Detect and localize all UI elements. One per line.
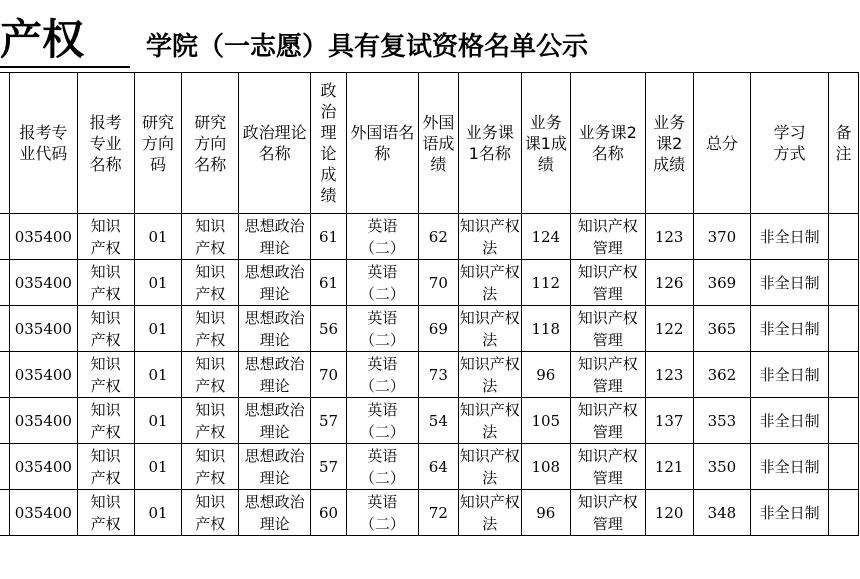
direction-name-cell: 知识产权 <box>182 490 239 536</box>
course1-score-cell: 105 <box>521 398 570 444</box>
course2-score-cell: 123 <box>645 214 693 260</box>
study-mode-cell: 非全日制 <box>751 306 829 352</box>
study-mode-cell: 非全日制 <box>751 260 829 306</box>
direction-code-cell: 01 <box>134 214 182 260</box>
major-cell: 知识产权 <box>77 490 134 536</box>
table-row <box>0 260 859 306</box>
politics-name-cell: 思想政治理论 <box>239 260 311 306</box>
language-score-cell: 73 <box>418 352 458 398</box>
total-score-cell: 365 <box>693 306 751 352</box>
candidate-table <box>0 72 859 536</box>
course1-name-cell: 知识产权法 <box>458 490 521 536</box>
course1-name-cell: 知识产权法 <box>458 398 521 444</box>
title-prefix: 产权 <box>0 15 85 64</box>
header-cell: 业务课1名称 <box>458 73 521 214</box>
header-cell: 报考专业名称 <box>77 73 134 214</box>
note-cell <box>829 214 859 260</box>
course1-score-cell: 96 <box>521 490 570 536</box>
politics-name-cell: 思想政治理论 <box>239 490 311 536</box>
row-cut-cell <box>0 490 9 536</box>
language-score-cell: 54 <box>418 398 458 444</box>
direction-name-cell: 知识产权 <box>182 214 239 260</box>
language-name-cell: 英语（二） <box>346 490 418 536</box>
politics-score-cell: 70 <box>311 352 347 398</box>
header-cell: 业务课1成绩 <box>521 73 570 214</box>
page-title <box>0 14 860 70</box>
politics-score-cell: 57 <box>311 398 347 444</box>
total-score-cell: 350 <box>693 444 751 490</box>
politics-score-cell: 61 <box>311 214 347 260</box>
course1-name-cell: 知识产权法 <box>458 260 521 306</box>
header-cell: 研究方向码 <box>134 73 182 214</box>
direction-name-cell: 知识产权 <box>182 444 239 490</box>
total-score-cell: 348 <box>693 490 751 536</box>
row-cut-cell <box>0 306 9 352</box>
total-score-cell: 369 <box>693 260 751 306</box>
language-score-cell: 69 <box>418 306 458 352</box>
table-row <box>0 398 859 444</box>
course1-score-cell: 124 <box>521 214 570 260</box>
row-cut-cell <box>0 214 9 260</box>
language-score-cell: 72 <box>418 490 458 536</box>
header-cell: 业务课2名称 <box>570 73 645 214</box>
course2-name-cell: 知识产权管理 <box>570 352 645 398</box>
header-cell: 报考专业代码 <box>9 73 77 214</box>
row-cut-cell <box>0 352 9 398</box>
course1-name-cell: 知识产权法 <box>458 306 521 352</box>
course2-score-cell: 122 <box>645 306 693 352</box>
code-cell: 035400 <box>9 260 77 306</box>
course2-score-cell: 121 <box>645 444 693 490</box>
header-cell: 外国语成绩 <box>418 73 458 214</box>
study-mode-cell: 非全日制 <box>751 490 829 536</box>
direction-name-cell: 知识产权 <box>182 306 239 352</box>
header-cell: 政治理论名称 <box>239 73 311 214</box>
language-name-cell: 英语（二） <box>346 306 418 352</box>
language-score-cell: 64 <box>418 444 458 490</box>
table-row <box>0 444 859 490</box>
major-cell: 知识产权 <box>77 398 134 444</box>
politics-score-cell: 60 <box>311 490 347 536</box>
row-cut-cell <box>0 444 9 490</box>
course2-score-cell: 120 <box>645 490 693 536</box>
politics-name-cell: 思想政治理论 <box>239 306 311 352</box>
code-cell: 035400 <box>9 444 77 490</box>
direction-code-cell: 01 <box>134 306 182 352</box>
total-score-cell: 353 <box>693 398 751 444</box>
direction-code-cell: 01 <box>134 444 182 490</box>
direction-code-cell: 01 <box>134 352 182 398</box>
total-score-cell: 362 <box>693 352 751 398</box>
row-cut-cell <box>0 398 9 444</box>
major-cell: 知识产权 <box>77 214 134 260</box>
politics-score-cell: 56 <box>311 306 347 352</box>
title-underline <box>0 66 130 68</box>
header-cell: 学习方式 <box>751 73 829 214</box>
code-cell: 035400 <box>9 490 77 536</box>
course2-name-cell: 知识产权管理 <box>570 260 645 306</box>
study-mode-cell: 非全日制 <box>751 444 829 490</box>
table-row <box>0 306 859 352</box>
major-cell: 知识产权 <box>77 260 134 306</box>
politics-score-cell: 57 <box>311 444 347 490</box>
table-header-row <box>0 73 859 214</box>
study-mode-cell: 非全日制 <box>751 214 829 260</box>
course2-name-cell: 知识产权管理 <box>570 306 645 352</box>
table-row <box>0 490 859 536</box>
header-cell: 政治理论成绩 <box>311 73 347 214</box>
title-text: 学院（一志愿）具有复试资格名单公示 <box>146 32 589 62</box>
language-name-cell: 英语（二） <box>346 214 418 260</box>
course2-name-cell: 知识产权管理 <box>570 398 645 444</box>
language-score-cell: 62 <box>418 214 458 260</box>
course1-score-cell: 96 <box>521 352 570 398</box>
note-cell <box>829 260 859 306</box>
course1-score-cell: 112 <box>521 260 570 306</box>
code-cell: 035400 <box>9 214 77 260</box>
direction-code-cell: 01 <box>134 398 182 444</box>
code-cell: 035400 <box>9 306 77 352</box>
course2-score-cell: 137 <box>645 398 693 444</box>
table-row <box>0 214 859 260</box>
header-cell: 外国语名称 <box>346 73 418 214</box>
language-name-cell: 英语（二） <box>346 260 418 306</box>
course2-score-cell: 126 <box>645 260 693 306</box>
direction-code-cell: 01 <box>134 490 182 536</box>
table-row <box>0 352 859 398</box>
direction-name-cell: 知识产权 <box>182 352 239 398</box>
course2-score-cell: 123 <box>645 352 693 398</box>
direction-name-cell: 知识产权 <box>182 260 239 306</box>
note-cell <box>829 352 859 398</box>
course1-name-cell: 知识产权法 <box>458 214 521 260</box>
politics-name-cell: 思想政治理论 <box>239 352 311 398</box>
politics-name-cell: 思想政治理论 <box>239 398 311 444</box>
row-cut-cell <box>0 260 9 306</box>
header-cell: 备注 <box>829 73 859 214</box>
direction-code-cell: 01 <box>134 260 182 306</box>
course1-score-cell: 118 <box>521 306 570 352</box>
header-cell-cut <box>0 73 9 214</box>
course2-name-cell: 知识产权管理 <box>570 490 645 536</box>
major-cell: 知识产权 <box>77 306 134 352</box>
major-cell: 知识产权 <box>77 444 134 490</box>
note-cell <box>829 490 859 536</box>
course2-name-cell: 知识产权管理 <box>570 214 645 260</box>
note-cell <box>829 306 859 352</box>
note-cell <box>829 444 859 490</box>
course1-name-cell: 知识产权法 <box>458 352 521 398</box>
politics-score-cell: 61 <box>311 260 347 306</box>
course1-name-cell: 知识产权法 <box>458 444 521 490</box>
note-cell <box>829 398 859 444</box>
code-cell: 035400 <box>9 352 77 398</box>
course1-score-cell: 108 <box>521 444 570 490</box>
header-cell: 研究方向名称 <box>182 73 239 214</box>
language-name-cell: 英语（二） <box>346 352 418 398</box>
direction-name-cell: 知识产权 <box>182 398 239 444</box>
total-score-cell: 370 <box>693 214 751 260</box>
language-name-cell: 英语（二） <box>346 444 418 490</box>
header-cell: 业务课2成绩 <box>645 73 693 214</box>
code-cell: 035400 <box>9 398 77 444</box>
course2-name-cell: 知识产权管理 <box>570 444 645 490</box>
language-name-cell: 英语（二） <box>346 398 418 444</box>
politics-name-cell: 思想政治理论 <box>239 444 311 490</box>
study-mode-cell: 非全日制 <box>751 398 829 444</box>
language-score-cell: 70 <box>418 260 458 306</box>
politics-name-cell: 思想政治理论 <box>239 214 311 260</box>
major-cell: 知识产权 <box>77 352 134 398</box>
header-cell: 总分 <box>693 73 751 214</box>
study-mode-cell: 非全日制 <box>751 352 829 398</box>
